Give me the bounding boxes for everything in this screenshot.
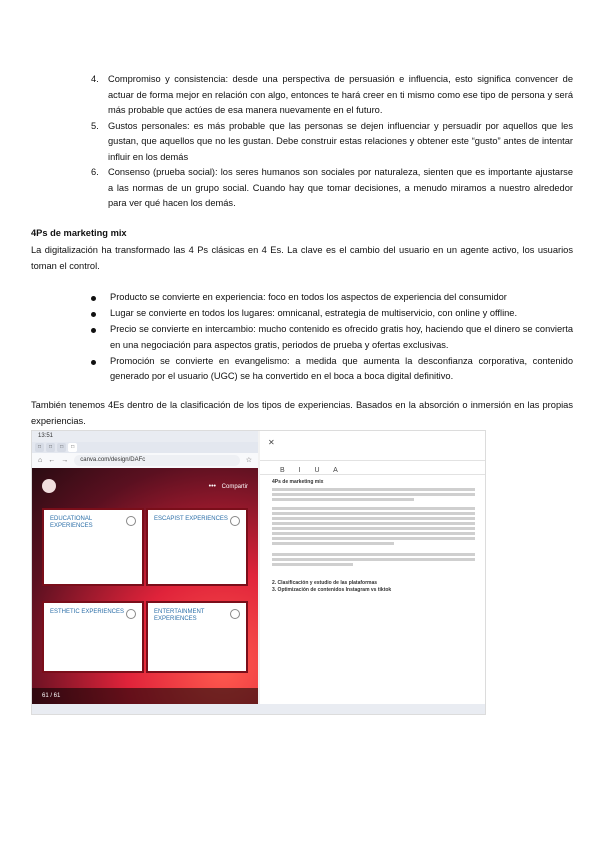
card-title: ENTERTAINMENT EXPERIENCES (154, 609, 205, 622)
bullet-text: Producto se convierte en experiencia: foco en todos los aspectos de experiencia del consumidor (110, 292, 507, 302)
card-icon (230, 609, 240, 619)
format-toolbar: B I U A (260, 461, 486, 475)
browser-tabs (32, 442, 258, 453)
list-text: Consenso (prueba social): los seres humanos son sociales por naturaleza, sienten que es importante ajustarse a las normas de un grupo social. Cuando hay que tomar decisiones, a menudo miramos a nuestro alrededor para ver qué hacen los demás. (108, 167, 573, 208)
doc-content (260, 475, 486, 598)
address-row (32, 453, 258, 468)
more-icon: ••• (208, 483, 216, 490)
card-title: ESTHETIC EXPERIENCES (50, 609, 125, 615)
bullet-item (91, 290, 573, 306)
bullet-text: Promoción se convierte en evangelismo: a medida que aumenta la desconfianza corporativa, contenido generado por el usuario (UGC) se ha convertido en el boca a boca digital definitivo. (110, 355, 573, 381)
bullet-list (91, 290, 573, 385)
card-icon (230, 516, 240, 526)
also-paragraph: También tenemos 4Es dentro de la clasificación de los tipos de experiencias. Basados en la absorción o inmersión en las propias experiencias. (31, 400, 573, 426)
doc-toolbar: ✕ (260, 431, 486, 461)
browser-pane (32, 431, 258, 715)
browser-tab: □ (57, 443, 66, 452)
card-icon (126, 516, 136, 526)
intro-paragraph: La digitalización ha transformado las 4 Ps clásicas en 4 Es. La clave es el cambio del usuario en un agente activo, los usuarios toman el control. (31, 245, 573, 271)
share-label: Compartir (221, 484, 248, 490)
system-navbar (32, 704, 486, 715)
embedded-screenshot (31, 430, 486, 715)
list-number: 4. (91, 74, 99, 84)
bullet-text: Precio se convierte en intercambio: mucho contenido es ofrecido gratis hoy, haciendo que el dinero se convierta en una negociación para aspectos gratis, periodos de prueba y ofertas exclusivas. (110, 324, 573, 350)
doc-footer-line: 3. Optimización de contenidos Instagram vs tiktok (272, 587, 392, 593)
video-time: 61 / 61 (42, 693, 61, 699)
status-bar (32, 431, 258, 442)
card-title: EDUCATIONAL EXPERIENCES (50, 516, 93, 529)
bullet-icon (91, 360, 96, 365)
list-number: 6. (91, 167, 99, 177)
status-time: 13:51 (38, 433, 54, 439)
bullet-icon (91, 296, 96, 301)
home-icon: ⌂ (38, 456, 43, 464)
list-item (91, 72, 573, 119)
video-controls (32, 688, 258, 704)
list-item (91, 119, 573, 166)
browser-tab: □ (68, 443, 77, 452)
bullet-text: Lugar se convierte en todos los lugares: omnicanal, estrategia de multiservicio, con online y offline. (110, 308, 518, 318)
document-pane (260, 431, 486, 704)
experience-card (146, 508, 248, 586)
bullet-icon (91, 328, 96, 333)
list-item (91, 165, 573, 212)
experience-card (42, 508, 144, 586)
list-text: Compromiso y consistencia: desde una perspectiva de persuasión e influencia, esto significa convencer de actuar de forma mejor en relación con algo, entonces te hará creer en ti mismo como ese tipo de persona y será más probable que actúes de esa manera nuevamente en el futuro. (108, 74, 573, 115)
back-icon: ← (48, 456, 56, 464)
browser-tab: □ (35, 443, 44, 452)
canva-logo (42, 479, 56, 493)
list-text: Gustos personales: es más probable que las personas se dejen influenciar y persuadir por aquellos que les gustan, que aquellos que no les gustan. Debe construir estas relaciones y obtener este “gusto” antes de intentar influir en los demás (108, 120, 573, 162)
section-heading: 4Ps de marketing mix (31, 228, 127, 238)
numbered-list (91, 72, 573, 212)
card-icon (126, 609, 136, 619)
experience-card (146, 601, 248, 673)
forward-icon: → (61, 456, 69, 464)
address-bar: canva.com/design/DAFc (74, 455, 239, 466)
star-icon: ☆ (245, 456, 252, 464)
doc-footer-line: 2. Clasificación y estudio de las plataformas (272, 580, 378, 586)
bullet-item (91, 306, 573, 322)
doc-heading: 4Ps de marketing mix (272, 479, 324, 485)
list-number: 5. (91, 120, 99, 131)
bullet-icon (91, 312, 96, 317)
card-title: ESCAPIST EXPERIENCES (154, 516, 228, 522)
browser-tab: □ (46, 443, 55, 452)
bullet-item (91, 354, 573, 385)
bullet-item (91, 322, 573, 353)
experience-card (42, 601, 144, 673)
canva-slide (32, 468, 258, 704)
